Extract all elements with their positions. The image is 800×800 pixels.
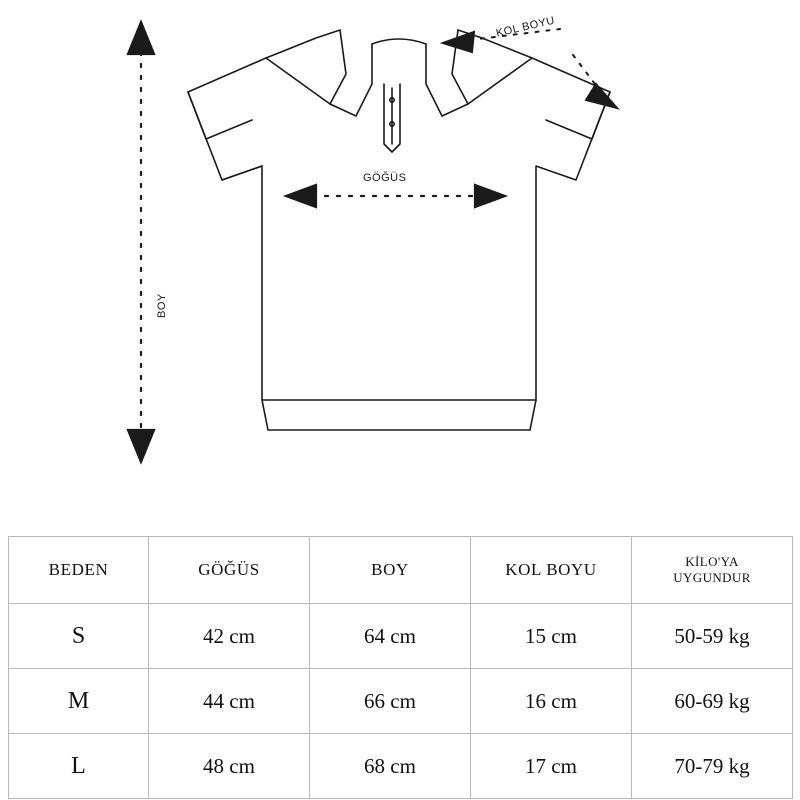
sleeve-dimension-arrow: [443, 29, 617, 108]
sleeve-dimension-label: KOL BOYU: [495, 14, 557, 40]
table-row: [9, 734, 793, 799]
header-kilo-uygundur: [632, 537, 793, 604]
length-dimension-arrow: [128, 22, 154, 462]
header-beden: BEDEN: [9, 537, 149, 604]
cell-kol-boyu: 17 cm: [471, 734, 632, 799]
cell-kilo: 70-79 kg: [632, 734, 793, 799]
cell-gogus: 44 cm: [149, 669, 310, 734]
cell-beden: L: [9, 734, 149, 799]
header-kilo-line2: UYGUNDUR: [673, 570, 751, 585]
table-header-row: [9, 537, 793, 604]
cell-gogus: 42 cm: [149, 604, 310, 669]
cell-kol-boyu: 15 cm: [471, 604, 632, 669]
size-table-body: [9, 604, 793, 799]
cell-boy: 66 cm: [310, 669, 471, 734]
cell-boy: 64 cm: [310, 604, 471, 669]
cell-gogus: 48 cm: [149, 734, 310, 799]
cell-beden: M: [9, 669, 149, 734]
cell-boy: 68 cm: [310, 734, 471, 799]
cell-kilo: 60-69 kg: [632, 669, 793, 734]
cell-kol-boyu: 16 cm: [471, 669, 632, 734]
table-row: [9, 669, 793, 734]
size-table-wrapper: [8, 536, 792, 799]
cell-beden: S: [9, 604, 149, 669]
header-boy: BOY: [310, 537, 471, 604]
chest-dimension-arrow: [286, 185, 505, 207]
table-row: [9, 604, 793, 669]
cell-kilo: 50-59 kg: [632, 604, 793, 669]
size-table: [8, 536, 793, 799]
chest-dimension-label: GÖĞÜS: [363, 172, 407, 184]
header-kilo-line1: KİLO'YA: [685, 553, 739, 569]
header-kol-boyu: KOL BOYU: [471, 537, 632, 604]
size-table-head: [9, 537, 793, 604]
length-dimension-label: BOY: [156, 293, 168, 318]
header-gogus: GÖĞÜS: [149, 537, 310, 604]
